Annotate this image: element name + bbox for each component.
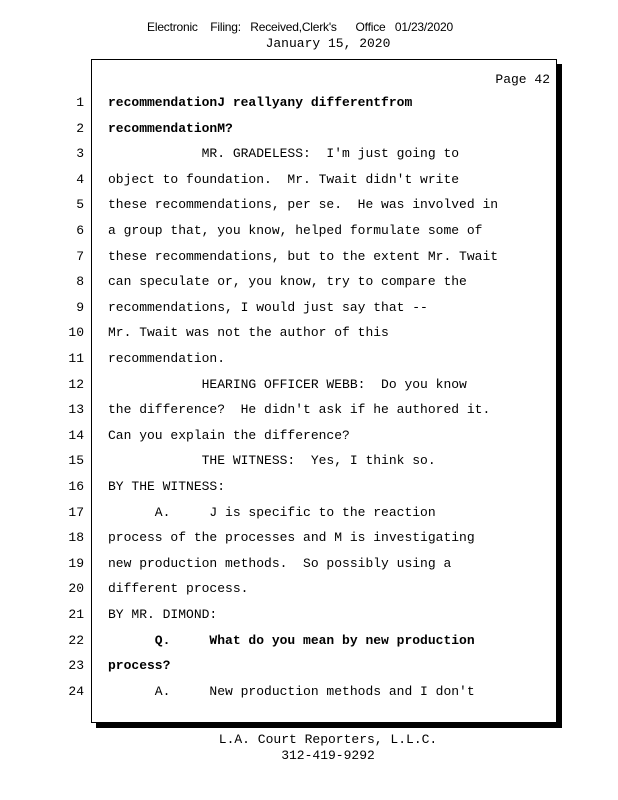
transcript-line xyxy=(0,554,618,574)
transcript-line xyxy=(0,144,618,164)
transcript-line xyxy=(0,503,618,523)
line-text: recommendationJ reallyany differentfrom xyxy=(108,95,413,110)
transcript-line xyxy=(0,400,618,420)
line-number: 5 xyxy=(76,197,84,213)
line-text: Q. What do you mean by new production xyxy=(108,632,475,648)
line-text: THE WITNESS: Yes, I think so. xyxy=(108,453,436,469)
transcript-date: January 15, 2020 xyxy=(265,36,391,51)
line-text: process of the processes and M is investigating xyxy=(108,530,475,546)
line-text: MR. GRADELESS: I'm just going to xyxy=(108,146,460,162)
line-text: HEARING OFFICER WEBB: Do you know xyxy=(108,376,467,392)
transcript-line xyxy=(0,656,618,676)
line-number: 12 xyxy=(68,376,84,392)
transcript-line xyxy=(0,247,618,267)
line-number: 16 xyxy=(68,479,84,494)
transcript-line xyxy=(0,605,618,625)
line-text: the difference? He didn't ask if he authored it. xyxy=(108,402,491,418)
line-text: A. J is specific to the reaction xyxy=(108,504,436,520)
transcript-line xyxy=(0,682,618,702)
reporter-company: L.A. Court Reporters, L.L.C. xyxy=(218,732,438,747)
line-number: 1 xyxy=(76,95,84,110)
transcript-line xyxy=(0,119,618,139)
transcript-line xyxy=(0,323,618,343)
line-text: a group that, you know, helped formulate some of xyxy=(108,223,483,238)
line-text: BY MR. DIMOND: xyxy=(108,607,218,622)
transcript-line xyxy=(0,221,618,241)
line-number: 8 xyxy=(76,274,84,290)
transcript-line xyxy=(0,272,618,292)
transcript-line xyxy=(0,195,618,215)
page-number: Page 42 xyxy=(495,72,550,87)
line-text: object to foundation. Mr. Twait didn't write xyxy=(108,171,460,187)
line-number: 9 xyxy=(76,299,84,315)
line-number: 21 xyxy=(68,607,84,622)
transcript-line xyxy=(0,477,618,497)
transcript-line xyxy=(0,631,618,651)
line-number: 6 xyxy=(76,223,84,238)
line-number: 20 xyxy=(68,581,84,597)
line-text: these recommendations, per se. He was involved in xyxy=(108,197,499,213)
line-text: BY THE WITNESS: xyxy=(108,479,226,494)
line-number: 11 xyxy=(68,351,84,366)
transcript-line xyxy=(0,579,618,599)
line-number: 7 xyxy=(76,248,84,264)
line-number: 4 xyxy=(76,171,84,187)
line-text: new production methods. So possibly using a xyxy=(108,555,452,571)
reporter-phone: 312-419-9292 xyxy=(281,748,375,763)
line-number: 24 xyxy=(68,683,84,699)
line-number: 19 xyxy=(68,555,84,571)
line-text: different process. xyxy=(108,581,249,597)
line-number: 18 xyxy=(68,530,84,546)
transcript-line xyxy=(0,349,618,369)
transcript-line xyxy=(0,375,618,395)
line-text: Mr. Twait was not the author of this xyxy=(108,325,389,341)
line-text: can speculate or, you know, try to compare the xyxy=(108,274,467,290)
line-text: Can you explain the difference? xyxy=(108,427,350,443)
transcript-line xyxy=(0,170,618,190)
line-number: 15 xyxy=(68,453,84,469)
line-number: 14 xyxy=(68,427,84,443)
transcript-line xyxy=(0,93,618,113)
line-text: A. New production methods and I don't xyxy=(108,683,475,699)
line-number: 10 xyxy=(68,325,84,341)
line-number: 23 xyxy=(68,658,84,674)
transcript-line xyxy=(0,451,618,471)
line-number: 2 xyxy=(76,120,84,136)
line-number: 22 xyxy=(68,632,84,648)
line-number: 3 xyxy=(76,146,84,162)
filing-stamp: Electronic Filing: Received,Clerk's Office 01/23/2020 xyxy=(147,20,453,34)
line-text: recommendation. xyxy=(108,351,226,366)
line-number: 13 xyxy=(68,402,84,418)
line-text: recommendationM? xyxy=(108,120,233,136)
line-text: these recommendations, but to the extent Mr. Twait xyxy=(108,248,499,264)
line-number: 17 xyxy=(68,504,84,520)
line-text: recommendations, I would just say that -- xyxy=(108,299,428,315)
transcript-line xyxy=(0,298,618,318)
transcript-line xyxy=(0,528,618,548)
transcript-line xyxy=(0,426,618,446)
line-text: process? xyxy=(108,658,171,674)
